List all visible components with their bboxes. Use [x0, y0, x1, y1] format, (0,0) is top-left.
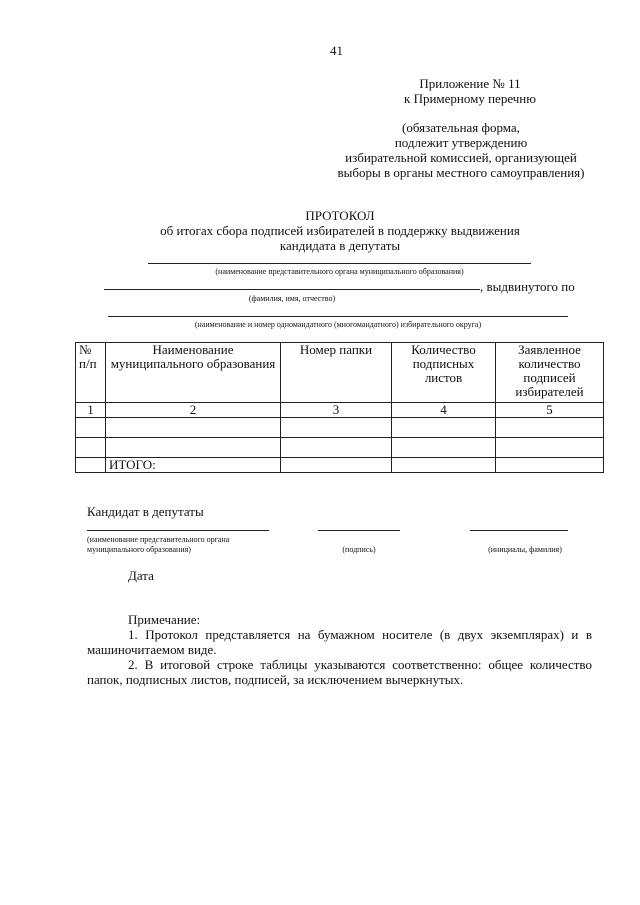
appendix-note-1: (обязательная форма, [402, 120, 520, 135]
header-cell: № п/п [76, 343, 106, 403]
notes-heading: Примечание: [128, 612, 201, 627]
protocol-title [100, 208, 580, 253]
header-cell: Наименование муниципального образования [106, 343, 281, 403]
notes-body [87, 627, 592, 687]
candidate-label: Кандидат в депутаты [87, 504, 204, 519]
protocol-heading: ПРОТОКОЛ [305, 208, 375, 223]
body-signature-caption-2: муниципального образования) [87, 545, 191, 554]
fio-caption: (фамилия, имя, отчество) [248, 294, 336, 303]
note-1-line-2: машиночитаемом виде. [87, 642, 217, 657]
sign-line [318, 530, 400, 531]
table-total-row [76, 458, 604, 473]
appendix-note-4: выборы в органы местного самоуправления) [337, 165, 585, 180]
number-cell: 5 [496, 403, 604, 418]
protocol-subtitle-1: об итогах сбора подписей избирателей в поддержку выдвижения [160, 223, 520, 238]
appendix-line-1: Приложение № 11 [419, 76, 521, 91]
district-caption: (наименование и номер одномандатного (многомандатного) избирательного округа) [194, 320, 482, 329]
header-cell: Номер папки [281, 343, 392, 403]
number-cell: 2 [106, 403, 281, 418]
nominated-text: , выдвинутого по [480, 279, 575, 294]
appendix-note-3: избирательной комиссией, организующей [345, 150, 577, 165]
header-cell: Количество подписных листов [392, 343, 496, 403]
appendix-line-2: к Примерному перечню [404, 91, 536, 106]
body-name-line [148, 263, 531, 264]
body-name-caption: (наименование представительного органа муниципального образования) [215, 267, 464, 276]
page-number: 41 [330, 43, 343, 58]
appendix-note-2: подлежит утверждению [394, 135, 528, 150]
note-2-line-2: папок, подписных листов, подписей, за исключением вычеркнутых. [87, 672, 464, 687]
note-1-line-1: 1. Протокол представляется на бумажном носителе (в двух экземплярах) и в [128, 627, 592, 642]
body-signature-caption [87, 535, 287, 555]
note-2-line-1: 2. В итоговой строке таблицы указываются соответственно: общее количество [128, 657, 592, 672]
header-cell: Заявленное количество подписей избирателей [496, 343, 604, 403]
total-label: ИТОГО: [106, 458, 281, 473]
table-row [76, 418, 604, 438]
number-cell: 1 [76, 403, 106, 418]
table-header-row [76, 343, 604, 403]
signatures-table [75, 342, 604, 473]
body-signature-caption-1: (наименование представительного органа [87, 535, 230, 544]
sign-caption: (подпись) [342, 545, 376, 554]
number-cell: 3 [281, 403, 392, 418]
name-line [470, 530, 568, 531]
body-signature-line [87, 530, 269, 531]
name-caption: (инициалы, фамилия) [488, 545, 562, 554]
fio-line [104, 289, 480, 290]
table-number-row [76, 403, 604, 418]
date-label: Дата [128, 568, 154, 583]
district-line [108, 316, 568, 317]
appendix-note [330, 120, 592, 180]
protocol-subtitle-2: кандидата в депутаты [279, 238, 401, 253]
appendix-title [370, 76, 570, 106]
number-cell: 4 [392, 403, 496, 418]
table-row [76, 438, 604, 458]
